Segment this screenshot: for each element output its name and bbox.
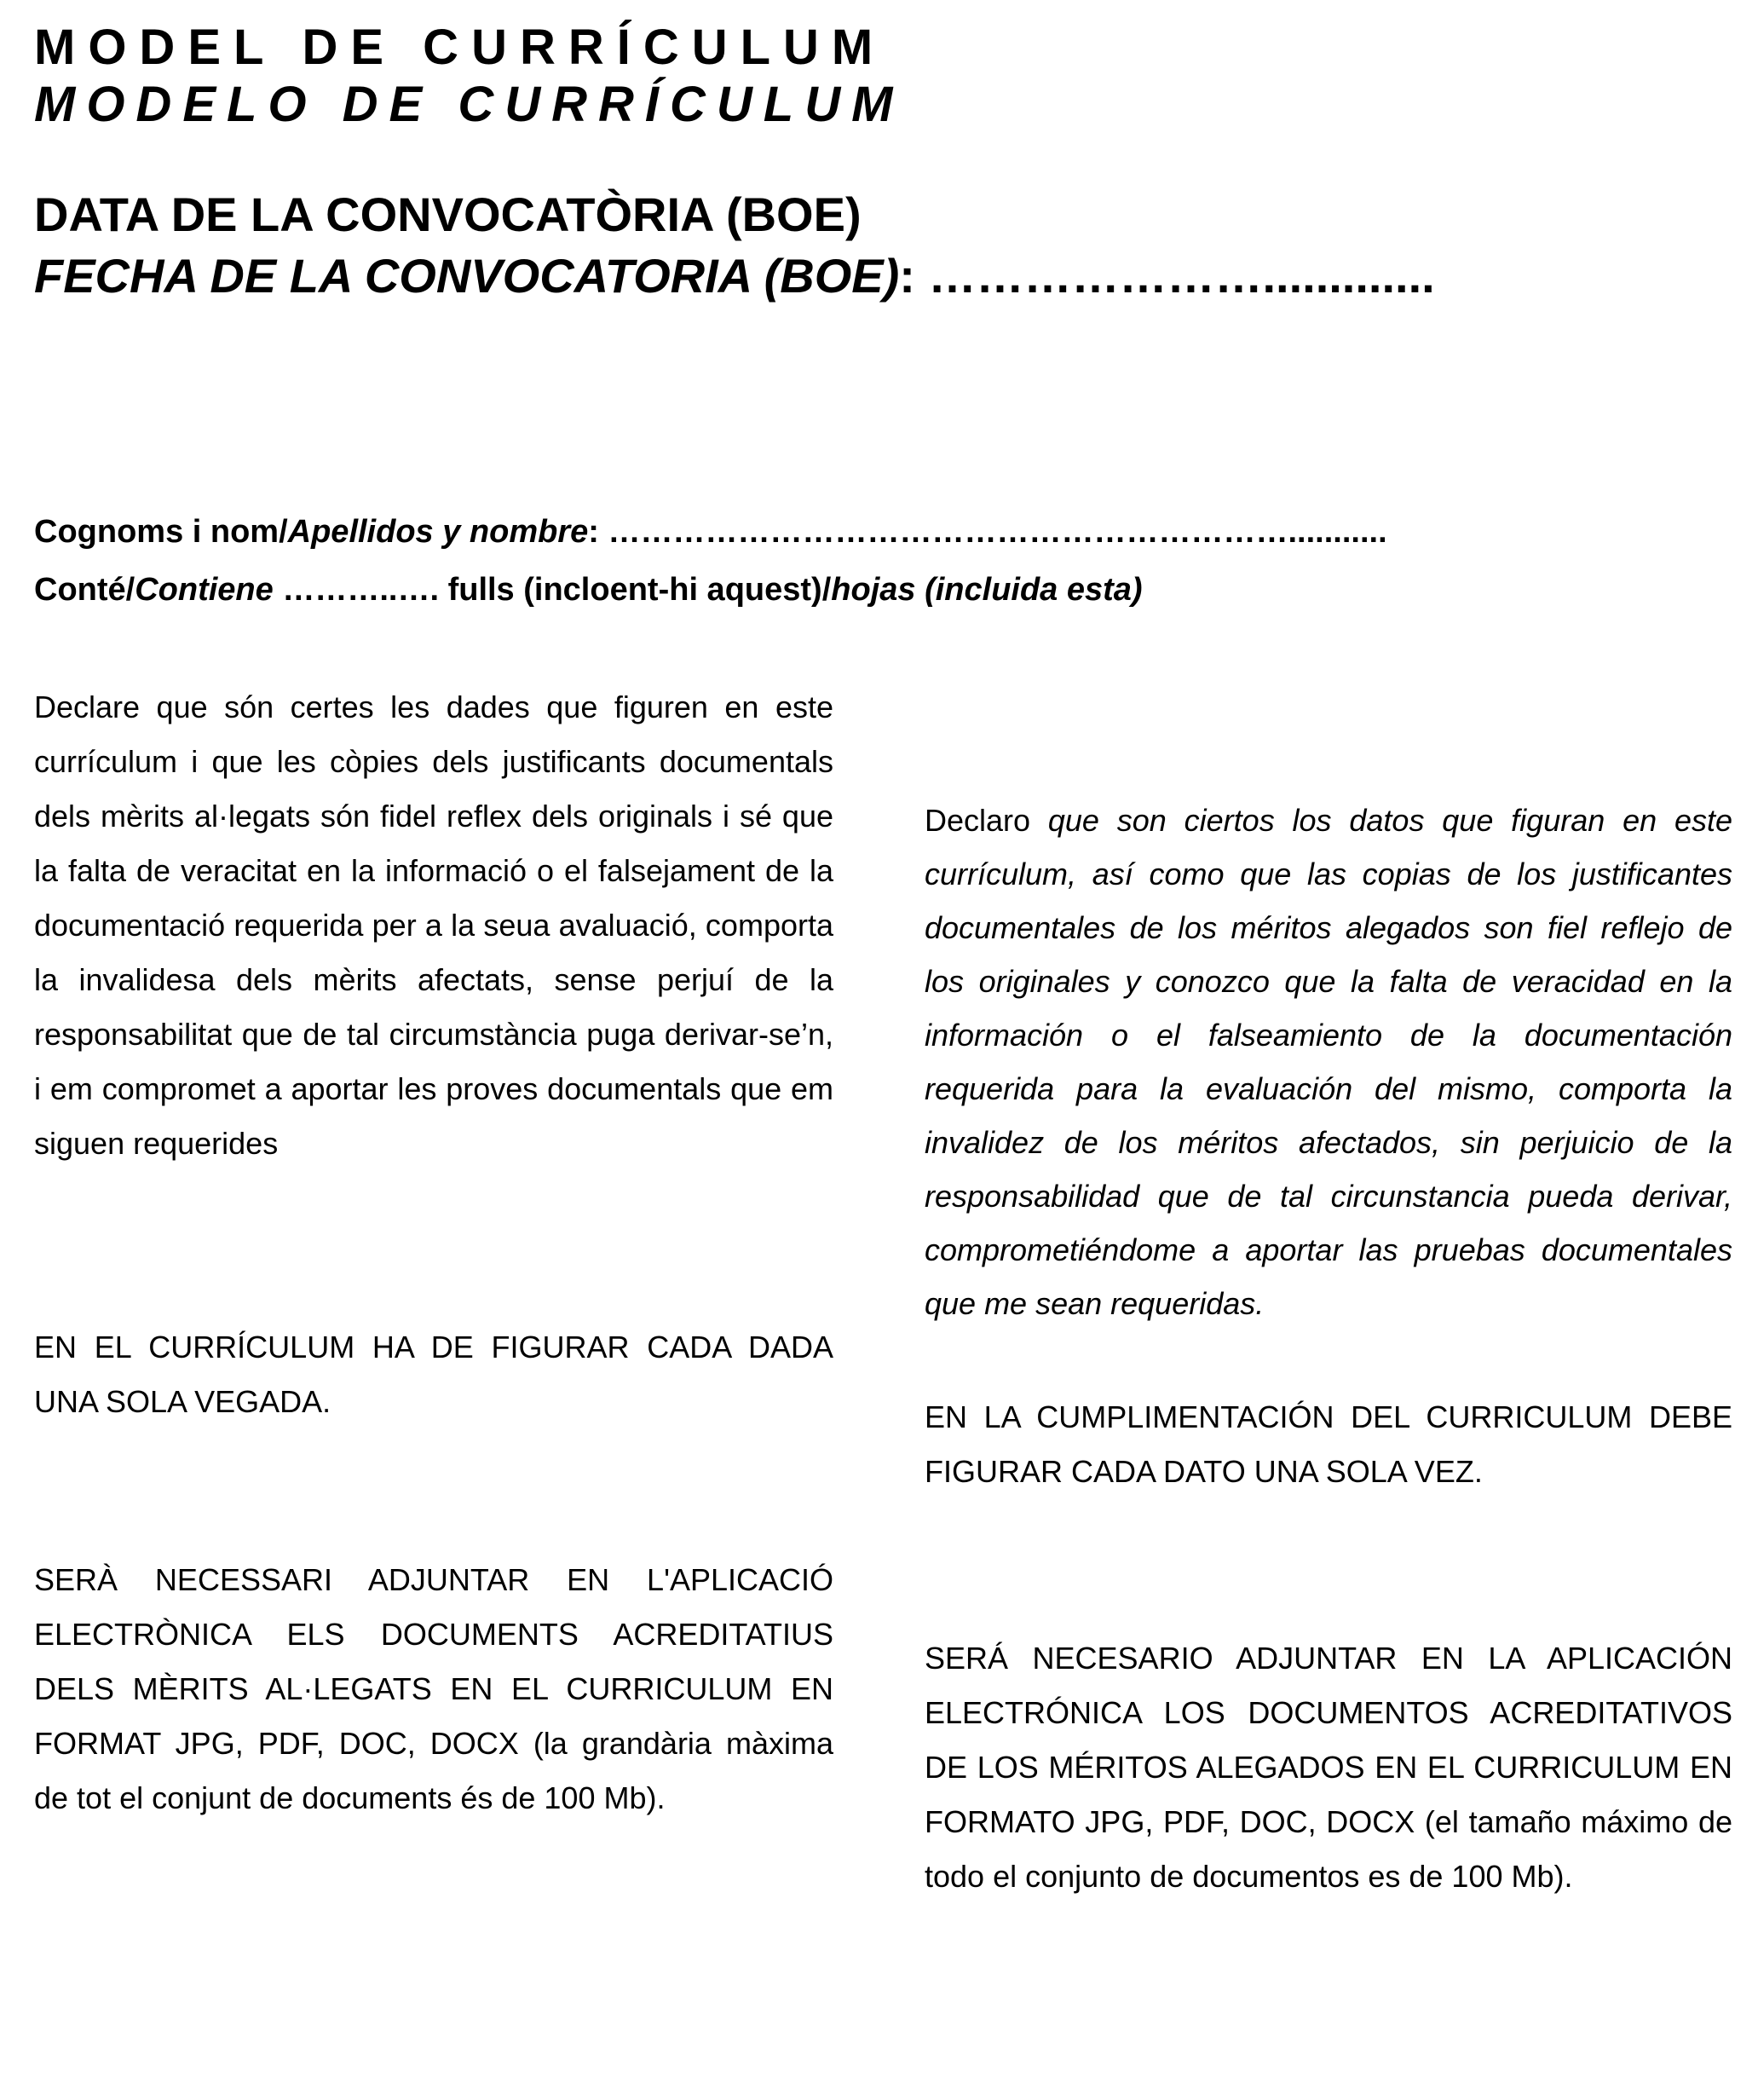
sheets-label-es: hojas (incluida esta) xyxy=(831,572,1143,608)
catalan-column xyxy=(34,680,833,1904)
document-title-ca: MODEL DE CURRÍCULUM xyxy=(34,20,886,75)
document-title-es: MODELO DE CURRÍCULUM xyxy=(34,77,904,132)
call-date-block xyxy=(34,184,1732,307)
declaration-text-es: que son ciertos los datos que figuran en este currículum, así como que las copias de los justificantes documentales de los méritos alegados son fiel reflejo de los originales y conozco que la falta de veracidad en la información o el falseamiento de la documentación requerida para la evaluación del mismo, comporta la invalidez de los méritos afectados, sin perjuicio de la responsabilidad que de tal circunstancia pueda derivar, comprometiéndome a aportar las pruebas documentales que me sean requeridas. xyxy=(925,803,1732,1321)
declaration-lead-es: Declaro xyxy=(925,803,1048,838)
single-entry-notice-ca: EN EL CURRÍCULUM HA DE FIGURAR CADA DADA UNA SOLA VEGADA. xyxy=(34,1330,833,1419)
contains-label-ca: Conté/ xyxy=(34,572,135,608)
attachment-notice-ca: SERÀ NECESSARI ADJUNTAR EN L'APLICACIÓ ELECTRÒNICA ELS DOCUMENTS ACREDITATIUS DELS MÈRITS AL·LEGATS EN EL CURRICULUM EN FORMAT JPG, PDF, DOC, DOCX (la grandària màxima de tot el conjunt de documents és de 100 Mb). xyxy=(34,1562,833,1815)
spanish-column xyxy=(925,680,1732,1904)
declaration-paragraph-es xyxy=(925,793,1732,1330)
call-date-label-es: FECHA DE LA CONVOCATORIA (BOE) xyxy=(34,249,900,303)
identity-block xyxy=(34,503,1732,619)
surname-name-dotted-field: : ………………………………………………………........... xyxy=(588,514,1387,550)
document-title xyxy=(34,19,1732,133)
call-date-dotted-field: : …………………............. xyxy=(899,249,1435,303)
attachment-notice-es: SERÁ NECESARIO ADJUNTAR EN LA APLICACIÓN ELECTRÓNICA LOS DOCUMENTOS ACREDITATIVOS DE LOS MÉRITOS ALEGADOS EN EL CURRICULUM EN FORMATO JPG, PDF, DOC, DOCX (el tamaño máximo de todo el conjunto de documentos es de 100 Mb). xyxy=(925,1641,1732,1894)
surname-name-line xyxy=(34,503,1732,561)
page-count-dotted-field: ………..…. xyxy=(273,572,448,608)
surname-name-label-es: Apellidos y nombre xyxy=(287,514,589,550)
page-count-line xyxy=(34,561,1732,619)
bilingual-columns xyxy=(34,680,1732,1904)
call-date-heading-es xyxy=(34,245,1732,307)
declaration-paragraph-ca: Declare que són certes les dades que figuren en este currículum i que les còpies dels justificants documentals dels mèrits al·legats són fidel reflex dels originals i sé que la falta de veracitat en la informació o el falsejament de la documentació requerida per a la seua avaluació, comporta la invalidesa dels mèrits afectats, sense perjuí de la responsabilitat que de tal circumstància puga derivar-se’n, i em compromet a aportar les proves documentals que em siguen requerides xyxy=(34,689,833,1161)
single-entry-notice-es: EN LA CUMPLIMENTACIÓN DEL CURRICULUM DEBE FIGURAR CADA DATO UNA SOLA VEZ. xyxy=(925,1399,1732,1489)
call-date-heading-ca: DATA DE LA CONVOCATÒRIA (BOE) xyxy=(34,188,862,241)
surname-name-label-ca: Cognoms i nom/ xyxy=(34,514,288,550)
contains-label-es: Contiene xyxy=(135,572,274,608)
sheets-label-ca: fulls (incloent-hi aquest)/ xyxy=(447,572,832,608)
